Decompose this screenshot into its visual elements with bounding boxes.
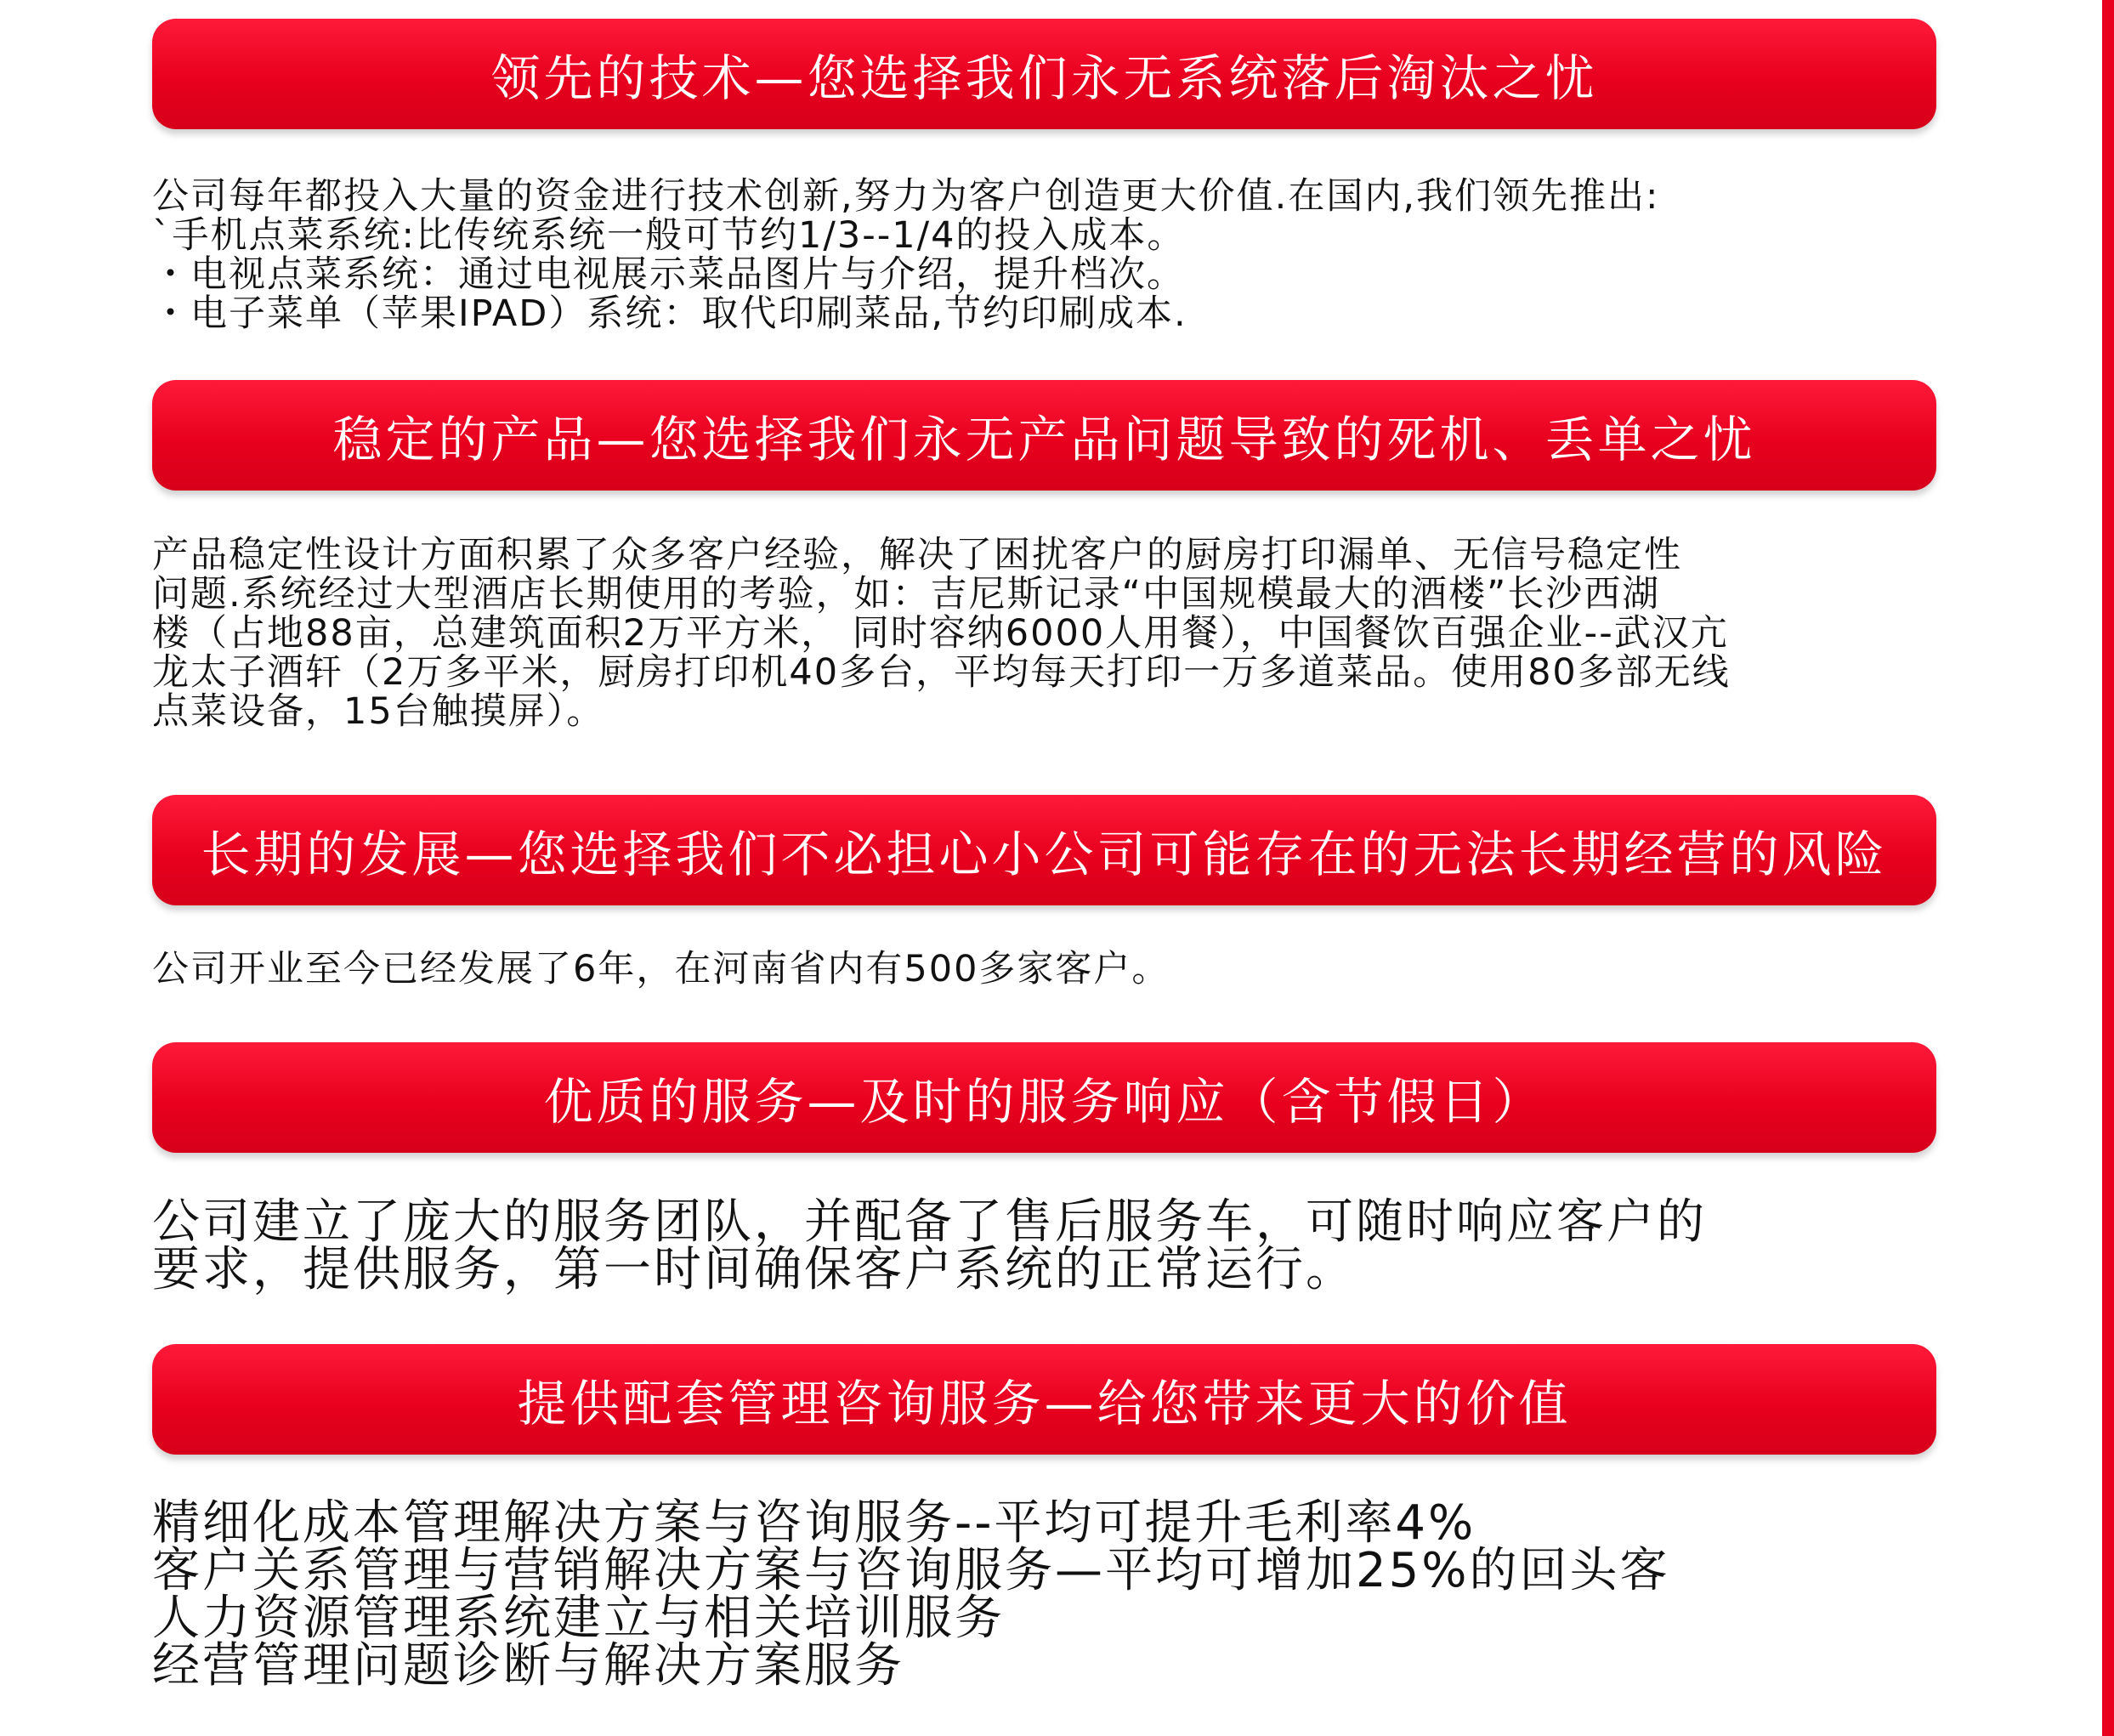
text-line: 龙太子酒轩（2万多平米，厨房打印机40多台，平均每天打印一万多道菜品。使用80多部无线	[152, 651, 1731, 694]
banner-stability	[152, 380, 1936, 491]
text-line: ・电子菜单（苹果IPAD）系统：取代印刷菜品,节约印刷成本.	[152, 292, 1187, 335]
banner-title: 领先的技术—您选择我们永无系统落后淘汰之忧	[490, 49, 1598, 107]
banner-title: 长期的发展—您选择我们不必担心小公司可能存在的无法长期经营的风险	[201, 825, 1888, 883]
right-edge-stripe	[2102, 0, 2114, 1736]
text-line: 公司每年都投入大量的资金进行技术创新,努力为客户创造更大价值.在国内,我们领先推出:	[152, 175, 1660, 218]
banner-technology	[152, 19, 1936, 129]
text-line: 客户关系管理与营销解决方案与咨询服务—平均可增加25%的回头客	[152, 1543, 1670, 1598]
consulting-text	[152, 1495, 1670, 1693]
text-line: 楼（占地88亩，总建筑面积2万平方米， 同时容纳6000人用餐），中国餐饮百强企业--武汉亢	[152, 612, 1729, 655]
text-line: 要求，提供服务，第一时间确保客户系统的正常运行。	[152, 1242, 1356, 1297]
text-line: ・电视点菜系统：通过电视展示菜品图片与介绍，提升档次。	[152, 253, 1185, 296]
text-line: 产品稳定性设计方面积累了众多客户经验，解决了困扰客户的厨房打印漏单、无信号稳定性	[152, 534, 1682, 576]
banner-service	[152, 1042, 1936, 1153]
banner-title: 优质的服务—及时的服务响应（含节假日）	[543, 1073, 1545, 1131]
text-line: 经营管理问题诊断与解决方案服务	[152, 1638, 904, 1693]
text-line: 人力资源管理系统建立与相关培训服务	[152, 1591, 1005, 1646]
text-line: 公司开业至今已经发展了6年，在河南省内有500多家客户。	[152, 948, 1170, 990]
text-line: 问题.系统经过大型酒店长期使用的考验，如：吉尼斯记录“中国规模最大的酒楼”长沙西湖	[152, 573, 1661, 616]
service-text	[152, 1194, 1707, 1297]
text-line: `手机点菜系统:比传统系统一般可节约1/3--1/4的投入成本。	[152, 214, 1186, 257]
text-line: 公司建立了庞大的服务团队，并配备了售后服务车，可随时响应客户的	[152, 1194, 1707, 1250]
banner-title: 稳定的产品—您选择我们永无产品问题导致的死机、丢单之忧	[332, 411, 1756, 468]
development-text	[152, 950, 1170, 989]
text-line: 点菜设备，15台触摸屏）。	[152, 690, 605, 733]
stability-text	[152, 536, 1731, 731]
banner-consulting	[152, 1344, 1936, 1455]
technology-text	[152, 177, 1660, 333]
banner-development	[152, 795, 1936, 905]
text-line: 精细化成本管理解决方案与咨询服务--平均可提升毛利率4%	[152, 1495, 1476, 1551]
banner-title: 提供配套管理咨询服务—给您带来更大的价值	[517, 1375, 1572, 1432]
